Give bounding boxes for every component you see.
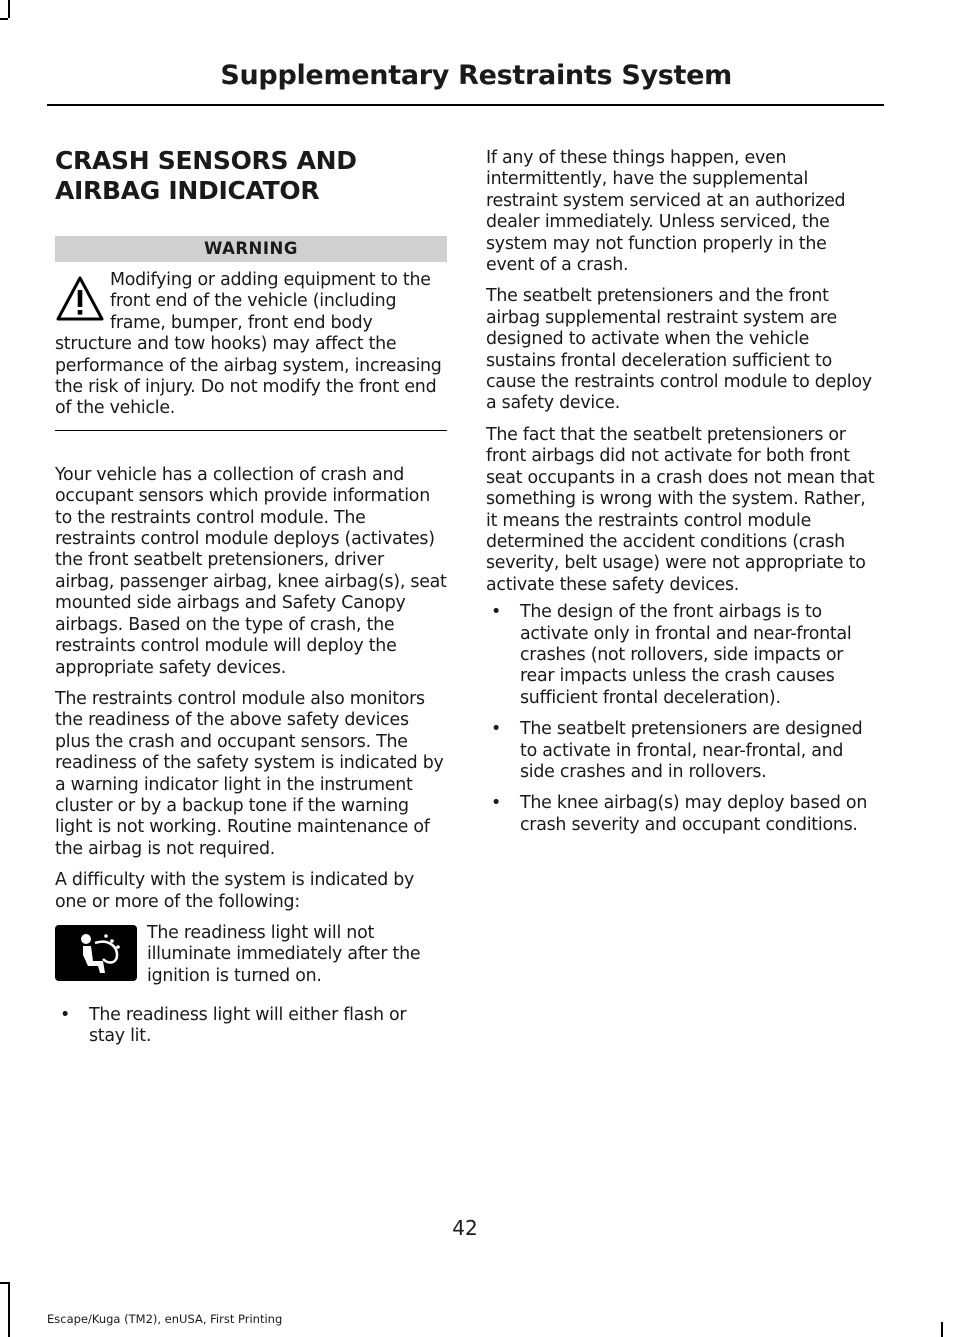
list-item (486, 602, 880, 709)
paragraph: Your vehicle has a collection of crash and occupant sensors which provide information to the restraints control module. The restraints control module deploys (activates) the front seatbelt pretensioners, driver airbag, passenger airbag, knee airbag(s), seat mounted side airbags and Safety Canopy airbags. Based on the type of crash, the restraints control module will deploy the appropriate safety devices. (55, 464, 447, 678)
list-item-text: The readiness light will either flash or stay lit. (89, 1004, 407, 1047)
airbag-warning-icon (55, 925, 137, 981)
page-number: 42 (452, 1216, 478, 1240)
section-title: CRASH SENSORS AND AIRBAG INDICATOR (55, 146, 357, 205)
list-item-text: The seatbelt pretensioners are designed to activate in frontal, near-frontal, and side crashes and in rollovers. (520, 719, 863, 782)
warning-triangle-icon (55, 274, 105, 324)
crop-mark (941, 1322, 943, 1337)
header-rule (47, 104, 884, 106)
page-header-title: Supplementary Restraints System (220, 60, 732, 91)
list-item (55, 1005, 447, 1048)
bullet-marker: • (60, 1004, 71, 1025)
warning-heading: WARNING (55, 236, 447, 262)
left-bullet-list (55, 1005, 447, 1048)
edition-footer: Escape/Kuga (TM2), enUSA, First Printing (47, 1312, 283, 1326)
indicator-row (55, 923, 447, 989)
bullet-marker: • (491, 602, 502, 623)
list-item-text: The design of the front airbags is to activate only in frontal and near-frontal crashes (not rollovers, side impacts or rear impacts unless the crash causes sufficient frontal deceleration). (520, 602, 852, 708)
indicator-text: The readiness light will not illuminate immediately after the ignition is turned on. (147, 922, 421, 986)
paragraph: The seatbelt pretensioners and the front airbag supplemental restraint system are designed to activate when the vehicle sustains frontal deceleration sufficient to cause the restraints control module to deploy a safety device. (486, 286, 872, 414)
list-item-text: The knee airbag(s) may deploy based on crash severity and occupant conditions. (520, 793, 868, 835)
right-column (486, 148, 880, 846)
paragraph: If any of these things happen, even intermittently, have the supplemental restraint system serviced at an authorized dealer immediately. Unless serviced, the system may not function properly in the event of a crash. (486, 148, 846, 276)
bullet-marker: • (491, 793, 502, 814)
paragraph: The restraints control module also monitors the readiness of the above safety devices plus the crash and occupant sensors. The readiness of the safety system is indicated by a warning indicator light in the instrument cluster or by a backup tone if the warning light is not working. Routine maintenance of the airbag is not required. (55, 688, 444, 859)
warning-text: Modifying or adding equipment to the front end of the vehicle (including frame, bumper, front end body structure and tow hooks) may affect the performance of the airbag system, increasing the risk of injury. Do not modify the front end of the vehicle. (55, 270, 442, 419)
bullet-marker: • (491, 719, 502, 740)
list-item (486, 793, 880, 836)
crop-mark (0, 1282, 8, 1284)
left-column (55, 146, 447, 1058)
warning-box (55, 270, 447, 431)
crop-mark (8, 0, 10, 18)
paragraph: A difficulty with the system is indicated by one or more of the following: (55, 870, 415, 912)
crop-mark (8, 1282, 10, 1337)
list-item (486, 719, 880, 783)
crop-mark (0, 18, 8, 20)
right-bullet-list (486, 602, 880, 836)
paragraph: The fact that the seatbelt pretensioners or front airbags did not activate for both front seat occupants in a crash does not mean that something is wrong with the system. Rather, it means the restraints control module determined the accident conditions (crash severity, belt usage) were not appropriate to activate these safety devices. (486, 424, 875, 595)
